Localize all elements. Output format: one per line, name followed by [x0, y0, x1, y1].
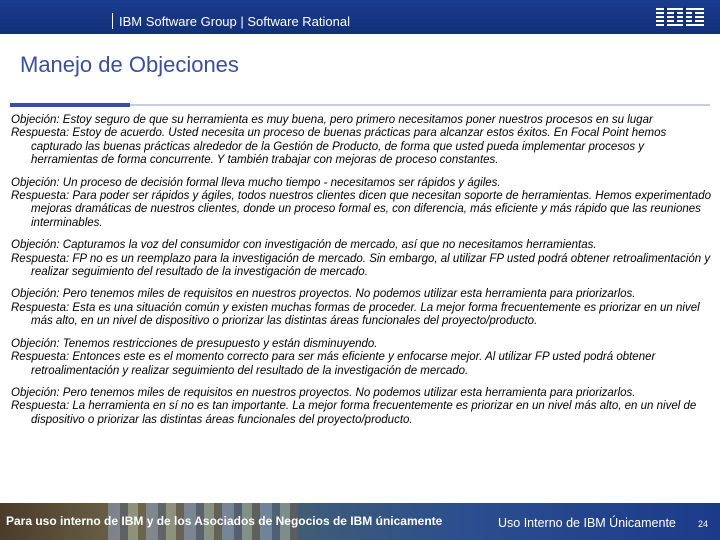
objection-text: : Un proceso de decisión formal lleva mucho tiempo - necesitamos ser rápidos y ágiles. — [56, 176, 501, 189]
answer-label: Respuesta — [11, 400, 66, 413]
qa-block — [11, 288, 711, 328]
answer-text: : FP no es un reemplazo para la investigación de mercado. Sin embargo, al utilizar FP usted podrá obtener retroalimentación y realizar seguimiento del resultado de la investigación de mercado. — [31, 252, 711, 279]
footer-internal-use: Uso Interno de IBM Únicamente — [498, 516, 676, 530]
answer-label: Respuesta — [11, 127, 66, 140]
objection-text: : Capturamos la voz del consumidor con investigación de mercado, así que no necesitamos herramientas. — [56, 239, 597, 252]
page-number: 24 — [698, 519, 709, 529]
footer-confidentiality: Para uso interno de IBM y de los Asociados de Negocios de IBM únicamente — [6, 514, 443, 528]
answer-text: : Entonces este es el momento correcto para ser más eficiente y enfocarse mejor. Al utilizar FP usted podrá obtener retroalimentación y realizar seguimiento del resultado de la investigación de mercado. — [31, 351, 656, 377]
objection-label: Objeción — [11, 288, 57, 301]
title-rule-accent — [10, 103, 130, 107]
objection-line — [11, 239, 711, 252]
answer-line — [11, 351, 711, 378]
objection-label: Objeción — [11, 337, 57, 350]
answer-text: : Esta es una situación común y existen muchas formas de proceder. La mejor forma frecuentemente es priorizar en un nivel más alto, en un nivel de dispositivo o priorizar las distintas áreas funcionales del proyecto/producto. — [31, 301, 700, 328]
objection-text: : Estoy seguro de que su herramienta es muy buena, pero primero necesitamos poner nuestros procesos en su lugar — [56, 114, 653, 126]
answer-text: : Estoy de acuerdo. Usted necesita un proceso de buenas prácticas para alcanzar estos éxitos. En Focal Point hemos capturado las buenas prácticas alrededor de la Gestión de Producto, de forma que usted pueda implementar procesos y herramientas de forma concurrente. Y también trabajar con mejoras de proceso constantes. — [31, 127, 667, 167]
objection-label: Objeción — [11, 176, 57, 189]
footer-bar — [0, 503, 720, 540]
objection-line — [11, 114, 711, 127]
slide-title: Manejo de Objeciones — [20, 52, 239, 77]
qa-block — [11, 177, 711, 231]
answer-line — [11, 127, 711, 167]
qa-block — [11, 338, 711, 378]
answer-line — [11, 400, 711, 427]
objection-label: Objeción — [11, 386, 57, 399]
objection-text: : Pero tenemos miles de requisitos en nuestros proyectos. No podemos utilizar esta herramienta para priorizarlos. — [56, 386, 636, 399]
answer-line — [11, 190, 711, 230]
answer-line — [11, 302, 711, 329]
answer-line — [11, 253, 711, 280]
qa-block — [11, 239, 711, 279]
answer-text: : La herramienta en sí no es tan importante. La mejor forma frecuentemente es priorizar en un nivel más alto, en un nivel de dispositivo o priorizar las distintas áreas funcionales del proyecto/producto. — [31, 400, 697, 426]
objection-line — [11, 177, 711, 190]
qa-block — [11, 387, 711, 427]
objection-label: Objeción — [11, 239, 57, 252]
answer-label: Respuesta — [11, 252, 66, 265]
objection-line — [11, 338, 711, 351]
objections-list — [11, 114, 711, 436]
ibm-logo — [656, 6, 704, 28]
header-bar — [0, 0, 720, 34]
answer-label: Respuesta — [11, 301, 66, 314]
header-title: IBM Software Group | Software Rational — [119, 14, 350, 29]
answer-label: Respuesta — [11, 351, 66, 364]
objection-line — [11, 288, 711, 301]
objection-line — [11, 387, 711, 400]
answer-text: : Para poder ser rápidos y ágiles, todos nuestros clientes dicen que necesitan soporte de herramientas. Hemos experimentado mejoras dramáticas de nuestros clientes, donde un proceso formal es, con diferencia, más eficiente y más rápido que las reuniones interminables. — [31, 190, 711, 229]
objection-text: : Tenemos restricciones de presupuesto y están disminuyendo. — [56, 337, 378, 350]
objection-text: : Pero tenemos miles de requisitos en nuestros proyectos. No podemos utilizar esta herramienta para priorizarlos. — [56, 288, 636, 301]
objection-label: Objeción — [11, 114, 57, 126]
header-divider — [112, 13, 113, 29]
qa-block — [11, 114, 711, 168]
answer-label: Respuesta — [11, 190, 66, 203]
